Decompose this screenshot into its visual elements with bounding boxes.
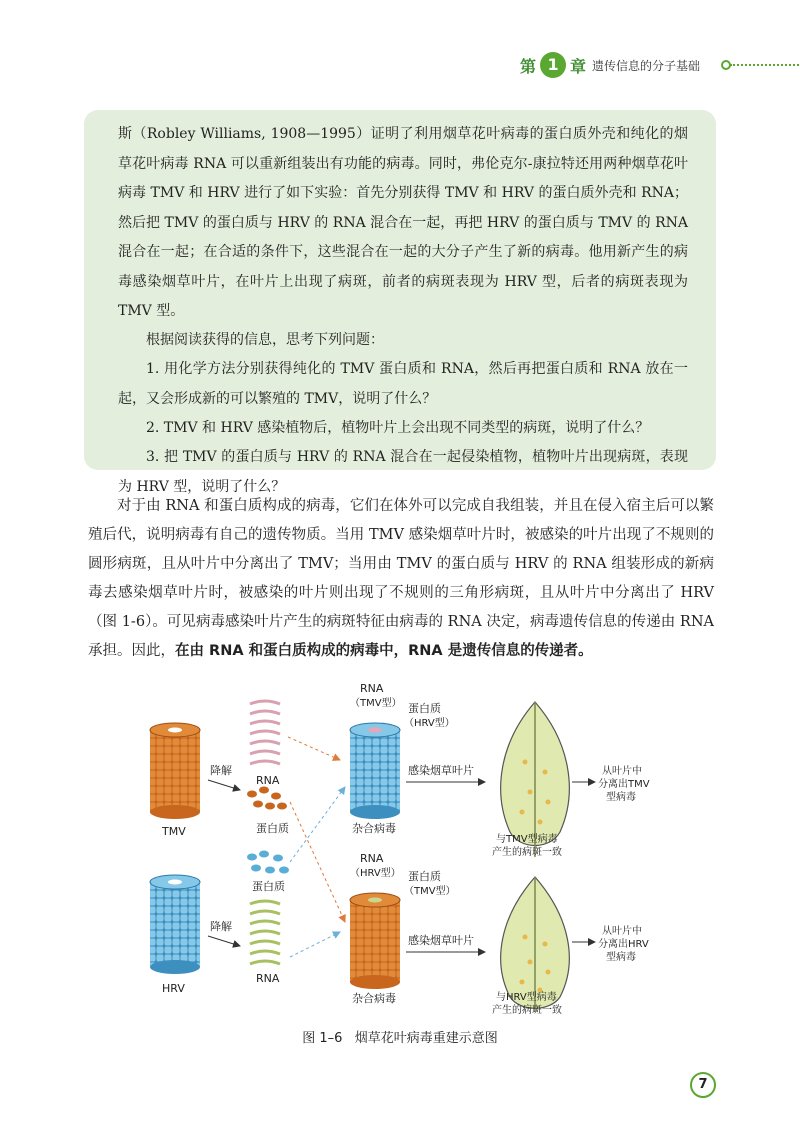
reading-text: 斯（Robley Williams, 1908—1995）证明了利用烟草花叶病毒的蛋白质外壳和纯化的烟草花叶病毒 RNA 可以重新组装出有功能的病毒。同时，弗伦克尔-康拉特还用两种烟草花叶病毒 TMV 和 HRV 进行了如下实验：首先分别获得 TMV 和 HRV 的蛋白质外壳和 RNA；然后把 TMV 的蛋白质与 HRV 的 RNA 混合在一起，再把 HRV 的蛋白质与 TMV 的 RNA 混合在一起；在合适的条件下，这些混合在一起的大分子产生了新的病毒。他用新产生的病毒感染烟草叶片，在叶片上出现了病斑，前者的病斑表现为 HRV 型，后者的病斑表现为 TMV 型。 [118, 126, 688, 319]
result1-line3: 型病毒 [606, 792, 636, 803]
rna-coil-bottom [250, 901, 280, 964]
chapter-number-badge: 1 [540, 52, 566, 78]
hrv-virus [150, 875, 200, 974]
question-1: 1. 用化学方法分别获得纯化的 TMV 蛋白质和 RNA，然后再把蛋白质和 RNA 放在一起，又会形成新的可以繁殖的 TMV，说明了什么？ [118, 361, 688, 407]
result1-line1: 从叶片中 [602, 766, 642, 777]
rna-label-bottom: RNA [256, 972, 280, 985]
hybrid-virus-2 [350, 893, 400, 989]
protein-pieces-top [247, 787, 287, 810]
rna-coil-top [250, 701, 280, 764]
lesion1-line1: 与TMV型病毒 [496, 834, 558, 845]
lesion2-line1: 与HRV型病毒 [496, 992, 557, 1003]
degrade-label-top: 降解 [210, 764, 232, 777]
figure-caption [0, 1027, 800, 1046]
chapter-title: 遗传信息的分子基础 [592, 58, 701, 73]
caption-title: 烟草花叶病毒重建示意图 [354, 1031, 498, 1046]
reading-prompt: 根据阅读获得的信息，思考下列问题： [146, 332, 384, 348]
infect-label-1: 感染烟草叶片 [408, 764, 474, 777]
protein-label-top: 蛋白质 [256, 822, 289, 835]
tmv-virus [150, 723, 200, 819]
hybrid1-protein-type: （HRV型） [404, 718, 455, 729]
result2-line2: 分离出HRV [598, 939, 649, 950]
hybrid1-rna-type: （TMV型） [350, 698, 402, 709]
hybrid-virus-1 [350, 723, 400, 819]
result1-line2: 分离出TMV [598, 779, 650, 790]
chapter-header [520, 50, 700, 80]
hybrid1-protein-label: 蛋白质 [408, 702, 441, 715]
hybrid-virus-label-1: 杂合病毒 [352, 822, 396, 835]
protein-label-bottom: 蛋白质 [252, 880, 285, 893]
hybrid2-rna-type: （HRV型） [350, 868, 401, 879]
body-paragraph [88, 492, 714, 666]
hrv-label: HRV [162, 982, 185, 995]
body-text: 对于由 RNA 和蛋白质构成的病毒，它们在体外可以完成自我组装，并且在侵入宿主后可以繁殖后代，说明病毒有自己的遗传物质。当用 TMV 感染烟草叶片时，被感染的叶片出现了不规则的圆形病斑，且从叶片中分离出了 TMV；当用由 TMV 的蛋白质与 HRV 的 RNA 组装形成的新病毒去感染烟草叶片时，被感染的叶片则出现了不规则的三角形病斑，且从叶片中分离出了 HRV（图 1-6）。可见病毒感染叶片产生的病斑特征由病毒的 RNA 决定，病毒遗传信息的传递由 RNA 承担。因此， [88, 498, 714, 659]
virus-reconstruction-figure [140, 682, 660, 1022]
body-bold-conclusion: 在由 RNA 和蛋白质构成的病毒中，RNA 是遗传信息的传递者。 [175, 643, 593, 659]
infect-label-2: 感染烟草叶片 [408, 934, 474, 947]
hybrid2-protein-label: 蛋白质 [408, 870, 441, 883]
tmv-label: TMV [162, 825, 186, 838]
chapter-suffix: 章 [570, 56, 587, 76]
page-number: 7 [690, 1072, 716, 1098]
protein-pieces-bottom [247, 851, 289, 874]
chapter-prefix: 第 [520, 56, 537, 76]
hybrid2-rna-label: RNA [360, 852, 384, 865]
header-dotted-rule [730, 64, 800, 66]
question-3: 3. 把 TMV 的蛋白质与 HRV 的 RNA 混合在一起侵染植物，植物叶片出现病斑，表现为 HRV 型，说明了什么？ [118, 449, 688, 495]
degrade-label-bottom: 降解 [210, 920, 232, 933]
hybrid-virus-label-2: 杂合病毒 [352, 992, 396, 1005]
lesion1-line2: 产生的病斑一致 [492, 847, 562, 858]
hybrid1-rna-label: RNA [360, 682, 384, 695]
result2-line3: 型病毒 [606, 952, 636, 963]
question-2: 2. TMV 和 HRV 感染植物后，植物叶片上会出现不同类型的病斑，说明了什么？ [146, 420, 650, 436]
caption-label: 图 1–6 [302, 1031, 343, 1046]
result2-line1: 从叶片中 [602, 926, 642, 937]
rna-label-top: RNA [256, 774, 280, 787]
hybrid2-protein-type: （TMV型） [404, 886, 456, 897]
lesion2-line2: 产生的病斑一致 [492, 1005, 562, 1016]
reading-box [84, 110, 716, 495]
